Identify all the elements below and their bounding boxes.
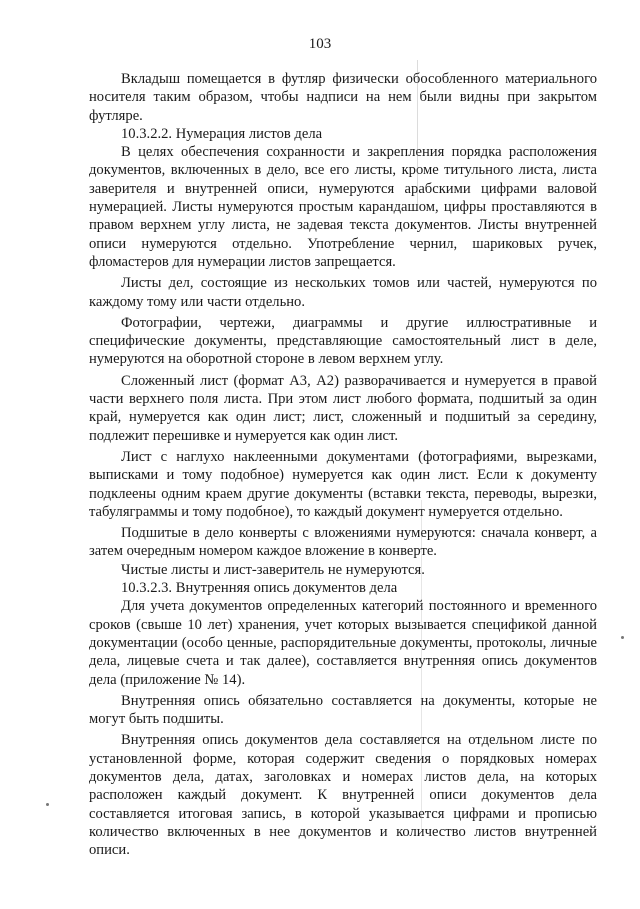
paragraph: Лист с наглухо наклеенными документами (фотографиями, вырезками, выписками и тому подобное) нумеруется как один лист. Если к документу подклеены одним краем другие документы (вставки текста, переводы, вырезки, табуляграммы и тому подобное), то каждый документ нумеруется отдельно. <box>89 448 597 520</box>
scan-speck <box>46 803 49 806</box>
scan-fold-line <box>417 60 418 210</box>
scan-speck <box>621 636 624 639</box>
paragraph: Вкладыш помещается в футляр физически обособленного материального носителя таким образом, чтобы надписи на нем были видны при закрытом футляре. <box>89 71 597 124</box>
paragraph: Фотографии, чертежи, диаграммы и другие иллюстративные и специфические документы, представляющие самостоятельный лист в деле, нумеруются на оборотной стороне в левом верхнем углу. <box>89 314 597 368</box>
paragraph: Для учета документов определенных категорий постоянного и временного сроков (свыше 10 лет) хранения, учет которых вызывается спецификой данной документации (особо ценные, распорядительные документы, протоколы, личные дела, лицевые счета и так далее), составляется внутренняя опись документов дела (приложение № 14). <box>89 598 597 688</box>
paragraph: Внутренняя опись обязательно составляется на документы, которые не могут быть подшиты. <box>89 692 597 728</box>
paragraph: Внутренняя опись документов дела составляется на отдельном листе по установленной форме, которая содержит сведения о порядковых номерах документов дела, датах, заголовках и номерах листов дела, на которых расположен каждый документ. К внутренней описи документов дела составляется итоговая запись, в которой указывается цифрами и прописью количество включенных в нее документов и количество листов внутренней описи. <box>89 732 597 859</box>
section-heading: 10.3.2.3. Внутренняя опись документов дела <box>121 580 398 597</box>
scan-fold-line <box>421 500 422 830</box>
paragraph: Чистые листы и лист-заверитель не нумеруются. <box>121 561 425 578</box>
paragraph: В целях обеспечения сохранности и закрепления порядка расположения документов, включенных в дело, все его листы, кроме титульного листа, листа заверителя и внутренней описи, нумеруются арабскими цифрами валовой нумерацией. Листы нумеруются простым карандашом, цифры проставляются в правом верхнем углу листа, не задевая текста документов. Листы внутренней описи нумеруются отдельно. Употребление чернил, шариковых ручек, фломастеров для нумерации листов запрещается. <box>89 144 597 270</box>
section-heading: 10.3.2.2. Нумерация листов дела <box>121 125 323 142</box>
document-body <box>89 70 597 859</box>
page-number: 103 <box>308 36 332 52</box>
paragraph: Сложенный лист (формат А3, А2) разворачивается и нумеруется в правой части верхнего поля листа. При этом лист любого формата, подшитый за один край, нумеруется как один лист; лист, сложенный и подшитый за середину, подлежит перешивке и нумеруется как один лист. <box>89 372 597 444</box>
paragraph: Листы дел, состоящие из нескольких томов или частей, нумеруются по каждому тому или части отдельно. <box>89 275 597 310</box>
paragraph: Подшитые в дело конверты с вложениями нумеруются: сначала конверт, а затем очередным номером каждое вложение в конверте. <box>89 525 597 560</box>
